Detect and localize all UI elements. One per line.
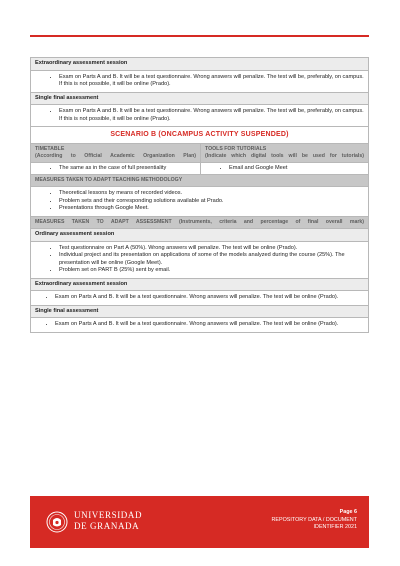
guide-table xyxy=(30,57,369,333)
list-item: • Exam on Parts A and B. It will be a test questionnaire. Wrong answers will penalize. The test will be online (Prado). xyxy=(55,321,364,329)
list-item: • Presentations through Google Meet. xyxy=(59,205,364,213)
teaching-methodology-heading xyxy=(31,175,368,187)
timetable-heading xyxy=(31,144,201,162)
extraordinary-session-heading xyxy=(31,279,368,292)
page-number: Page 6 xyxy=(339,509,357,515)
extraordinary-session-body xyxy=(31,291,368,306)
footer-line-1: REPOSITORY DATA / DOCUMENT xyxy=(271,516,357,523)
section-title: MEASURES TAKEN TO ADAPT TEACHING METHODOLOGY xyxy=(35,177,183,184)
section-title: Single final assessment xyxy=(35,94,99,101)
section-title: MEASURES TAKEN TO ADAPT ASSESSMENT (Instruments, criteria and percentage of final overall mark) xyxy=(35,218,364,225)
timetable-title: TIMETABLE xyxy=(35,145,65,152)
page-info xyxy=(272,509,357,532)
ordinary-session-heading xyxy=(31,229,368,242)
list-item: • Individual project and its presentation on applications of some of the models analyzed during the course (25%). The presentation will be online (Google Meet). xyxy=(59,252,364,267)
list-item: • Exam on Parts A and B. It will be a test questionnaire. Wrong answers will penalize. The test will be online (Prado). xyxy=(55,294,364,302)
timetable-subtitle: (According to Official Academic Organization Plan) xyxy=(35,152,196,159)
list-item: • Problem sets and their corresponding solutions available at Prado. xyxy=(59,198,364,206)
university-name-line2: DE GRANADA xyxy=(74,521,140,531)
list-item: • Problem set on PART B (25%) sent by email. xyxy=(59,267,364,275)
list-item: • Email and Google Meet xyxy=(229,165,364,173)
extraordinary-session-heading xyxy=(31,58,368,71)
teaching-methodology-body xyxy=(31,187,368,217)
list-item: • Theoretical lessons by means of recorded videos. xyxy=(59,190,364,198)
header-rule xyxy=(30,35,369,37)
timetable-tools-body xyxy=(31,163,368,176)
extraordinary-session-body xyxy=(31,71,368,93)
section-title: Ordinary assessment session xyxy=(35,230,115,237)
single-assessment-body xyxy=(31,318,368,332)
assessment-measures-heading xyxy=(31,217,368,229)
timetable-tools-heading xyxy=(31,144,368,163)
list-item: • Exam on Parts A and B. It will be a test questionnaire. Wrong answers will penalize. The test will be, preferably, on campus. If this is not possible, it will be online (Prado). xyxy=(59,108,364,123)
university-seal-icon xyxy=(46,511,68,533)
section-title: Extraordinary assessment session xyxy=(35,280,128,287)
university-name-line1: UNIVERSIDAD xyxy=(74,510,143,520)
university-name xyxy=(74,510,142,532)
single-assessment-body xyxy=(31,105,368,127)
list-item: • The same as in the case of full presentiality xyxy=(59,165,196,173)
tools-body xyxy=(201,163,368,175)
tools-title: TOOLS FOR TUTORIALS xyxy=(205,145,267,152)
ordinary-session-body xyxy=(31,242,368,279)
single-assessment-heading xyxy=(31,306,368,319)
list-item: • Exam on Parts A and B. It will be a test questionnaire. Wrong answers will penalize. The test will be, preferably, on campus. If this is not possible, it will be online (Prado). xyxy=(59,74,364,89)
scenario-b-title xyxy=(31,127,368,143)
section-title: Single final assessment xyxy=(35,307,99,314)
scenario-title: SCENARIO B (ONCAMPUS ACTIVITY SUSPENDED) xyxy=(110,131,289,139)
footer-line-2: IDENTIFIER 2021 xyxy=(313,524,357,530)
footer-band xyxy=(30,496,369,548)
timetable-body xyxy=(31,163,201,175)
list-item: • Test questionnaire on Part A (50%). Wrong answers will penalize. The test will be online (Prado). xyxy=(59,245,364,253)
tools-subtitle: (Indicate which digital tools will be used for tutorials) xyxy=(205,152,364,159)
tools-heading xyxy=(201,144,368,162)
single-assessment-heading xyxy=(31,93,368,106)
section-title: Extraordinary assessment session xyxy=(35,60,128,66)
